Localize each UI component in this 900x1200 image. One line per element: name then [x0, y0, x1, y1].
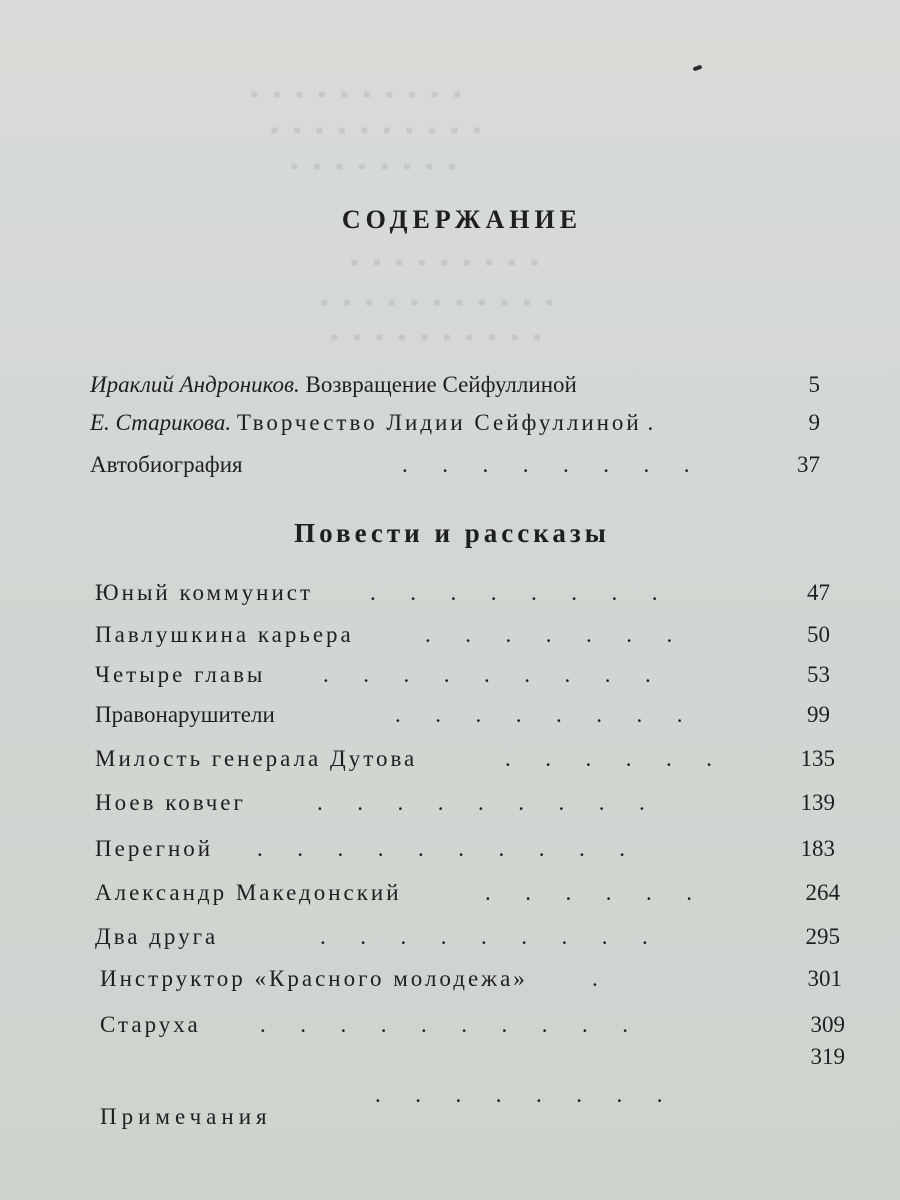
- entry-title: Автобиография: [90, 452, 243, 477]
- toc-entry[interactable]: [90, 372, 820, 406]
- dot-leader: .: [592, 966, 598, 991]
- show-through-text: ▪ ▪ ▪ ▪ ▪ ▪ ▪ ▪ ▪ ▪: [250, 82, 466, 108]
- contents-heading: СОДЕРЖАНИЕ: [341, 205, 583, 234]
- toc-entry[interactable]: [95, 746, 835, 780]
- entry-title: Перегной: [95, 836, 214, 861]
- dot-leader: . . . . . . . . .: [323, 662, 651, 687]
- dot-leader: . . . . . . . . . .: [257, 836, 625, 861]
- dot-leader: . . . . . . . . .: [317, 790, 645, 815]
- entry-page-number: 9: [808, 410, 820, 435]
- show-through-text: ▪ ▪ ▪ ▪ ▪ ▪ ▪ ▪ ▪ ▪: [330, 325, 546, 351]
- toc-entry[interactable]: [95, 702, 830, 736]
- show-through-text: ▪ ▪ ▪ ▪ ▪ ▪ ▪ ▪ ▪: [350, 250, 543, 276]
- toc-entry[interactable]: [95, 622, 830, 656]
- entry-page-number: 264: [805, 880, 840, 905]
- dot-leader: . . . . . . . .: [402, 452, 690, 477]
- entry-page-number: 295: [805, 924, 840, 949]
- section-heading: Повести и рассказы: [294, 518, 610, 548]
- entry-page-number: 135: [800, 746, 835, 771]
- entry-page-number: 53: [807, 662, 830, 687]
- entry-author: Ираклий Андроников.: [90, 372, 300, 397]
- entry-page-number: 47: [807, 580, 830, 605]
- dot-leader: . . . . . . . .: [370, 580, 658, 605]
- entry-page-number: 309: [810, 1012, 845, 1037]
- entry-title: Два друга: [95, 924, 219, 949]
- dot-leader: . . . . . . .: [425, 622, 673, 647]
- entry-page-number: 183: [800, 836, 835, 861]
- toc-entry[interactable]: [95, 790, 835, 824]
- toc-entry[interactable]: [90, 452, 820, 486]
- toc-entry[interactable]: Е. Старикова. Творчество Лидии Сейфуллиной . 9: [90, 410, 820, 435]
- toc-entry[interactable]: [100, 1082, 845, 1138]
- entry-page-number: 301: [807, 966, 842, 991]
- entry-title: Правонарушители: [95, 702, 275, 727]
- entry-title: Творчество Лидии Сейфуллиной: [236, 410, 642, 435]
- entry-page-number: 139: [800, 790, 835, 815]
- show-through-text: ▪ ▪ ▪ ▪ ▪ ▪ ▪ ▪ ▪ ▪: [270, 118, 486, 144]
- entry-page-number: 99: [807, 702, 830, 727]
- entry-title: Возвращение Сейфуллиной: [305, 372, 577, 397]
- entry-title: Примечания: [100, 1104, 272, 1129]
- entry-page-number: 50: [807, 622, 830, 647]
- toc-entry[interactable]: [95, 836, 835, 870]
- entry-author: Е. Старикова.: [90, 410, 232, 435]
- toc-entry[interactable]: [95, 662, 830, 696]
- entry-page-number: 37: [797, 452, 820, 477]
- dot-leader: . . . . . . . . . .: [260, 1012, 628, 1037]
- entry-title: Александр Македонский: [95, 880, 402, 905]
- dot-leader: . . . . . . . . .: [320, 924, 648, 949]
- entry-title: Ноев ковчег: [95, 790, 246, 815]
- show-through-text: ▪ ▪ ▪ ▪ ▪ ▪ ▪ ▪ ▪ ▪ ▪: [320, 290, 558, 316]
- toc-entry[interactable]: [95, 924, 840, 958]
- ink-speck: [693, 65, 703, 72]
- dot-leader: . . . . . . . .: [375, 1082, 663, 1107]
- entry-title: Милость генерала Дутова: [95, 746, 418, 771]
- entry-title: Павлушкина карьера: [95, 622, 354, 647]
- toc-entry[interactable]: [100, 966, 842, 1000]
- toc-entry[interactable]: [100, 1044, 845, 1078]
- entry-title: Юный коммунист: [95, 580, 314, 605]
- entry-page-number: 319: [810, 1044, 845, 1069]
- dot-leader: . . . . . .: [485, 880, 692, 905]
- toc-entry[interactable]: [95, 880, 840, 914]
- entry-title: Старуха: [100, 1012, 201, 1037]
- toc-entry[interactable]: [100, 1012, 845, 1046]
- show-through-text: ▪ ▪ ▪ ▪ ▪ ▪ ▪ ▪: [290, 154, 461, 180]
- toc-entry[interactable]: [95, 580, 830, 614]
- entry-title: Инструктор «Красного молодежа»: [100, 966, 528, 991]
- entry-title: Четыре главы: [95, 662, 266, 687]
- dot-leader: . . . . . .: [505, 746, 712, 771]
- dot-leader: . . . . . . . .: [395, 702, 683, 727]
- entry-page-number: 5: [808, 372, 820, 397]
